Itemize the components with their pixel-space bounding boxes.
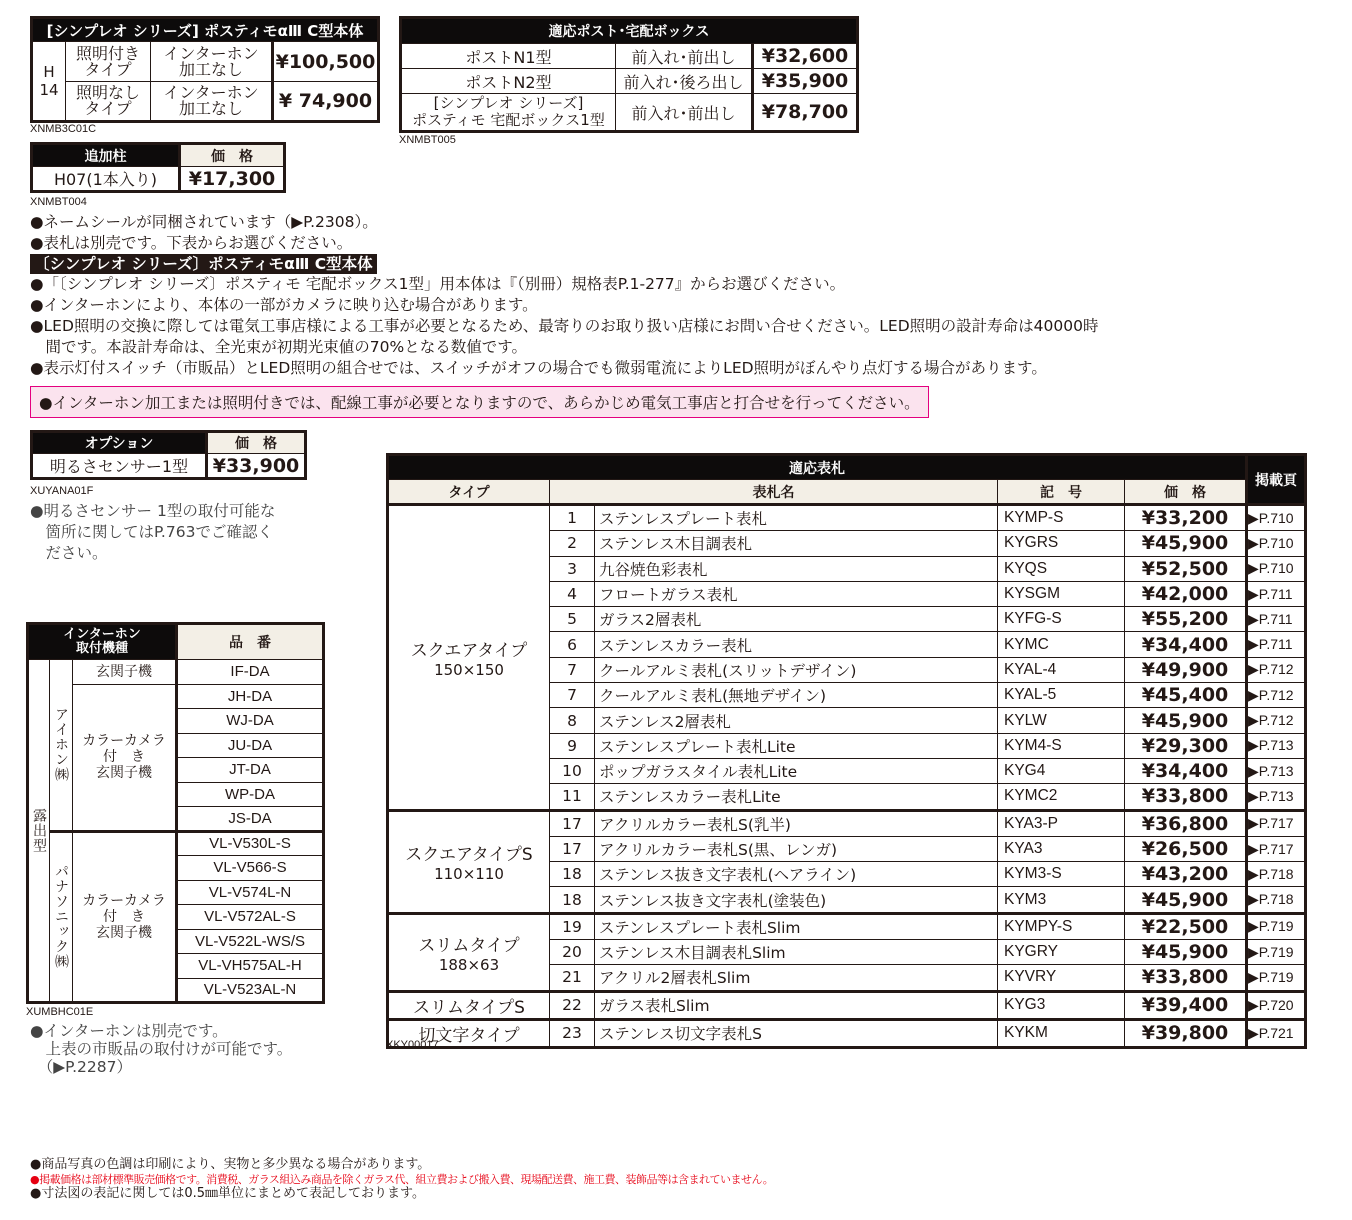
plate-name: ステンレスプレート表札 [595, 505, 998, 531]
page-number: P.711 [1258, 610, 1293, 627]
col-type: タイプ [388, 480, 550, 505]
intercom-table [26, 622, 325, 1004]
plate-code: KYMC [998, 632, 1125, 657]
plate-price: ¥55,200 [1125, 607, 1247, 632]
model-number: VL-V566-S [177, 856, 324, 881]
plate-table-title: 適応表札 [388, 455, 1247, 480]
note: ●インターホンにより、本体の一部がカメラに映り込む場合があります。 [30, 296, 538, 314]
type-name: 切文字タイプ [418, 1025, 520, 1046]
model-number: JH-DA [177, 684, 324, 709]
page-number: P.710 [1258, 534, 1294, 551]
pillar-price: ¥17,300 [180, 167, 285, 192]
table-row [388, 505, 1306, 531]
post-io: 前入れ･前出し [616, 94, 753, 132]
plate-name: アクリルカラー表札S(乳半) [595, 810, 998, 836]
post-name: ポストN1型 [401, 44, 616, 69]
type-cell: 照明付き タイプ [66, 42, 151, 82]
plate-number: 2 [550, 531, 595, 556]
page-header: 掲載頁 [1247, 455, 1306, 505]
plate-code: KYMP-S [998, 505, 1125, 531]
model-number: VL-V522L-WS/S [177, 929, 324, 954]
table-row [388, 810, 1306, 836]
page-ref [1247, 1019, 1306, 1047]
type-name: スリムタイプS [413, 997, 525, 1018]
plate-name: アクリルカラー表札S(黒、レンガ) [595, 836, 998, 861]
model-number: JT-DA [177, 758, 324, 783]
post-table [399, 16, 859, 133]
plate-price: ¥45,900 [1125, 887, 1247, 913]
type-cell [388, 810, 550, 913]
plate-name: クールアルミ表札(スリットデザイン) [595, 657, 998, 682]
plate-number: 4 [550, 581, 595, 606]
product-code: XNMB3C01C [30, 123, 97, 135]
triangle-right-icon: ▶ [1248, 560, 1259, 577]
type-size: 188×63 [438, 955, 500, 974]
plate-code: KYA3 [998, 836, 1125, 861]
table-row [388, 991, 1306, 1019]
triangle-right-icon: ▶ [1248, 1024, 1259, 1041]
page-number: P.713 [1258, 737, 1294, 754]
plate-price: ¥33,800 [1125, 965, 1247, 991]
type-cell: 照明なし タイプ [66, 82, 151, 122]
mount-type: 露出型 [28, 660, 50, 1003]
triangle-right-icon: ▶ [1248, 610, 1259, 627]
note: ●表示灯付スイッチ（市販品）とLED照明の組合せでは、スイッチがオフの場合でも微弱電流によりLED照明がぼんやり点灯する場合があります。 [30, 359, 1047, 377]
plate-price: ¥33,800 [1125, 784, 1247, 810]
plate-code: KYM3 [998, 887, 1125, 913]
plate-number: 9 [550, 733, 595, 758]
unit-kind: カラーカメラ 付 き 玄関子機 [73, 684, 177, 831]
plate-name: ステンレス2層表札 [595, 708, 998, 733]
page-ref [1247, 784, 1306, 810]
plate-name: フロートガラス表札 [595, 581, 998, 606]
price-cell: ¥100,500 [273, 42, 379, 82]
plate-number: 7 [550, 683, 595, 708]
note: 間です。本設計寿命は、全光束が初期光束値の70%となる数値です。 [30, 338, 527, 356]
plate-price: ¥45,400 [1125, 683, 1247, 708]
product-code: XNMBT005 [399, 134, 456, 146]
page-number: P.719 [1258, 968, 1294, 985]
plate-number: 11 [550, 784, 595, 810]
note: 上表の市販品の取付けが可能です。 [30, 1040, 293, 1058]
page-number: P.718 [1258, 865, 1294, 882]
plate-price: ¥45,900 [1125, 708, 1247, 733]
plate-number: 18 [550, 862, 595, 887]
section-bar: 〔シンプレオ シリーズ〕ポスティモαⅢ C型本体 [30, 254, 377, 274]
plate-price: ¥39,400 [1125, 991, 1247, 1019]
maker-name: アイホン㈱ [50, 660, 73, 832]
col-name: 表札名 [550, 480, 998, 505]
triangle-right-icon: ▶ [1248, 787, 1259, 804]
table-row [28, 660, 324, 685]
option-price: ¥33,900 [207, 454, 306, 479]
price-header: 価 格 [207, 432, 306, 454]
plate-code: KYLW [998, 708, 1125, 733]
option-header: オプション [32, 432, 207, 454]
plate-number: 20 [550, 940, 595, 965]
page-ref [1247, 683, 1306, 708]
plate-number: 21 [550, 965, 595, 991]
plate-number: 8 [550, 708, 595, 733]
plate-name: ステンレスプレート表札Lite [595, 733, 998, 758]
page-ref [1247, 810, 1306, 836]
plate-code: KYG3 [998, 991, 1125, 1019]
plate-name: ポップガラスタイル表札Lite [595, 758, 998, 783]
post-price: ¥35,900 [753, 69, 858, 94]
page-number: P.720 [1258, 996, 1294, 1013]
plate-price: ¥52,500 [1125, 556, 1247, 581]
page-number: P.721 [1258, 1024, 1294, 1041]
type-name: スクエアタイプS [405, 845, 533, 866]
col-code: 記 号 [998, 480, 1125, 505]
plate-name: ステンレス抜き文字表札(ヘアライン) [595, 862, 998, 887]
plate-name: ステンレス抜き文字表札(塗装色) [595, 887, 998, 913]
plate-price: ¥42,000 [1125, 581, 1247, 606]
note: ●インターホンは別売です。 [30, 1022, 228, 1040]
plate-code: KYMC2 [998, 784, 1125, 810]
plate-number: 5 [550, 607, 595, 632]
plate-code: KYA3-P [998, 810, 1125, 836]
page-number: P.713 [1258, 787, 1294, 804]
price-header: 価 格 [180, 144, 285, 167]
note: ●明るさセンサー 1型の取付可能な [30, 502, 276, 520]
triangle-right-icon: ▶ [1248, 891, 1259, 908]
plate-price: ¥49,900 [1125, 657, 1247, 682]
plate-price: ¥33,200 [1125, 505, 1247, 531]
triangle-right-icon: ▶ [1248, 737, 1259, 754]
plate-code: KYSGM [998, 581, 1125, 606]
type-size: 150×150 [434, 660, 504, 679]
page-number: P.710 [1258, 509, 1294, 526]
pillar-item: H07(1本入り) [32, 167, 180, 192]
footer-note: ●寸法図の表記に関しては0.5㎜単位にまとめて表記しております。 [30, 1186, 425, 1201]
triangle-right-icon: ▶ [1248, 636, 1259, 653]
page-ref [1247, 708, 1306, 733]
plate-price: ¥34,400 [1125, 632, 1247, 657]
page-ref [1247, 657, 1306, 682]
page-ref [1247, 581, 1306, 606]
page-ref [1247, 940, 1306, 965]
plate-name: クールアルミ表札(無地デザイン) [595, 683, 998, 708]
type-name: スクエアタイプ [410, 640, 528, 661]
product-code: XUYANA01F [30, 485, 94, 497]
col-price: 価 格 [1125, 480, 1247, 505]
page-ref [1247, 607, 1306, 632]
footer-note: ●商品写真の色調は印刷により、実物と多少異なる場合があります。 [30, 1157, 431, 1172]
warning-box: ●インターホン加工または照明付きでは、配線工事が必要となりますので、あらかじめ電気工事店と打合せを行ってください。 [30, 386, 929, 418]
plate-price: ¥22,500 [1125, 913, 1247, 939]
plate-code: KYG4 [998, 758, 1125, 783]
model-number: JU-DA [177, 733, 324, 758]
plate-code: KYMPY-S [998, 913, 1125, 939]
plate-number: 17 [550, 836, 595, 861]
pillar-header: 追加柱 [32, 144, 180, 167]
model-number: VL-V572AL-S [177, 905, 324, 930]
option-item: 明るさセンサー1型 [32, 454, 207, 479]
plate-table [386, 453, 1307, 1049]
post-price: ¥78,700 [753, 94, 858, 132]
plate-name: ステンレス木目調表札Slim [595, 940, 998, 965]
triangle-right-icon: ▶ [1248, 686, 1259, 703]
note: ●表札は別売です。下表からお選びください。 [30, 234, 353, 252]
note: ●「〔シンプレオ シリーズ〕ポスティモ 宅配ボックス1型」用本体は『（別冊）規格表P.1-277』からお選びください。 [30, 275, 846, 293]
page-number: P.712 [1258, 661, 1294, 678]
plate-name: ステンレス切文字表札S [595, 1019, 998, 1047]
product-code: XUMBHC01E [26, 1006, 94, 1018]
page-ref [1247, 758, 1306, 783]
model-number: VL-V530L-S [177, 831, 324, 856]
model-number: VL-VH575AL-H [177, 954, 324, 979]
type-cell [388, 991, 550, 1019]
post-name: ポストN2型 [401, 69, 616, 94]
plate-number: 1 [550, 505, 595, 531]
plate-name: ステンレスカラー表札 [595, 632, 998, 657]
page-number: P.718 [1258, 891, 1294, 908]
triangle-right-icon: ▶ [1248, 968, 1259, 985]
plate-code: KYAL-5 [998, 683, 1125, 708]
triangle-right-icon: ▶ [1248, 918, 1259, 935]
page-number: P.713 [1258, 762, 1294, 779]
plate-number: 19 [550, 913, 595, 939]
table-row [28, 831, 324, 856]
option-notes [30, 501, 275, 564]
plate-name: 九谷焼色彩表札 [595, 556, 998, 581]
footer-notes [30, 1158, 773, 1202]
page-number: P.717 [1258, 840, 1294, 857]
plate-number: 17 [550, 810, 595, 836]
page-number: P.712 [1258, 686, 1294, 703]
plate-code: KYGRS [998, 531, 1125, 556]
plate-price: ¥45,900 [1125, 531, 1247, 556]
page-number: P.717 [1258, 815, 1294, 832]
page-number: P.711 [1258, 636, 1293, 653]
post-price: ¥32,600 [753, 44, 858, 69]
plate-number: 7 [550, 657, 595, 682]
model-number: VL-V574L-N [177, 880, 324, 905]
note: ●LED照明の交換に際しては電気工事店様による工事が必要となるため、最寄りのお取り扱い店様にお問い合せください。LED照明の設計寿命は40000時 [30, 317, 1099, 335]
plate-number: 3 [550, 556, 595, 581]
plate-name: ガラス表札Slim [595, 991, 998, 1019]
plate-price: ¥36,800 [1125, 810, 1247, 836]
page-ref [1247, 887, 1306, 913]
model-number: VL-V523AL-N [177, 978, 324, 1003]
type-name: スリムタイプ [418, 935, 520, 956]
page-ref [1247, 913, 1306, 939]
model-number: JS-DA [177, 807, 324, 832]
plate-name: アクリル2層表札Slim [595, 965, 998, 991]
page-number: P.711 [1258, 585, 1293, 602]
table-row [388, 913, 1306, 939]
plate-name: ステンレス木目調表札 [595, 531, 998, 556]
note: ●ネームシールが同梱されています（▶P.2308）。 [30, 213, 378, 231]
price-cell: ¥ 74,900 [273, 82, 379, 122]
post-io: 前入れ･後ろ出し [616, 69, 753, 94]
note: 箇所に関してはP.763でご確認く [30, 523, 273, 541]
plate-price: ¥29,300 [1125, 733, 1247, 758]
footer-note-price: ●掲載価格は部材標準販売価格です。消費税、ガラス組込み商品を除くガラス代、組立費および搬入費、現場配送費、施工費、装飾品等は含まれていません。 [30, 1172, 774, 1186]
triangle-right-icon: ▶ [1248, 840, 1259, 857]
intercom-cell: インターホン 加工なし [151, 42, 273, 82]
table-row [388, 1019, 1306, 1047]
page-number: P.712 [1258, 712, 1294, 729]
body-price-table [30, 16, 380, 123]
page-ref [1247, 862, 1306, 887]
page-number: P.719 [1258, 918, 1294, 935]
plate-code: KYM3-S [998, 862, 1125, 887]
plate-price: ¥39,800 [1125, 1019, 1247, 1047]
product-code: XKY00017 [386, 1039, 439, 1051]
plate-number: 18 [550, 887, 595, 913]
plate-price: ¥26,500 [1125, 836, 1247, 861]
note: （▶P.2287） [30, 1058, 132, 1076]
page-ref [1247, 733, 1306, 758]
body-table-title: [シンプレオ シリーズ] ポスティモαⅢ C型本体 [32, 18, 379, 42]
plate-number: 22 [550, 991, 595, 1019]
page-ref [1247, 836, 1306, 861]
triangle-right-icon: ▶ [1248, 996, 1259, 1013]
note: ださい。 [30, 544, 108, 562]
plate-code: KYKM [998, 1019, 1125, 1047]
type-cell [388, 505, 550, 811]
plate-name: ステンレスカラー表札Lite [595, 784, 998, 810]
triangle-right-icon: ▶ [1248, 943, 1259, 960]
triangle-right-icon: ▶ [1248, 534, 1259, 551]
table-row [28, 684, 324, 709]
post-io: 前入れ･前出し [616, 44, 753, 69]
model-header: 品 番 [177, 624, 324, 660]
plate-code: KYVRY [998, 965, 1125, 991]
post-table-title: 適応ポスト･宅配ボックス [401, 18, 858, 44]
page-ref [1247, 556, 1306, 581]
plate-code: KYAL-4 [998, 657, 1125, 682]
plate-name: ガラス2層表札 [595, 607, 998, 632]
product-code: XNMBT004 [30, 196, 87, 208]
plate-code: KYM4-S [998, 733, 1125, 758]
plate-price: ¥45,900 [1125, 940, 1247, 965]
intercom-header: インターホン 取付機種 [28, 624, 177, 660]
triangle-right-icon: ▶ [1248, 585, 1259, 602]
maker-name: パナソニック㈱ [50, 831, 73, 1003]
height-label: H 14 [32, 42, 66, 122]
plate-code: KYFG-S [998, 607, 1125, 632]
option-table [30, 430, 307, 480]
unit-kind: 玄関子機 [73, 660, 177, 685]
page-ref [1247, 632, 1306, 657]
type-size: 110×110 [434, 865, 504, 884]
plate-number: 23 [550, 1019, 595, 1047]
plate-number: 10 [550, 758, 595, 783]
notes-1 [30, 212, 1098, 379]
page-number: P.719 [1258, 943, 1294, 960]
plate-code: KYQS [998, 556, 1125, 581]
type-cell [388, 913, 550, 991]
model-number: WP-DA [177, 782, 324, 807]
intercom-notes [30, 1022, 292, 1076]
unit-kind: カラーカメラ 付 き 玄関子機 [73, 831, 177, 1003]
plate-number: 6 [550, 632, 595, 657]
page-ref [1247, 965, 1306, 991]
model-number: IF-DA [177, 660, 324, 685]
pillar-table [30, 142, 286, 193]
intercom-cell: インターホン 加工なし [151, 82, 273, 122]
plate-code: KYGRY [998, 940, 1125, 965]
page-ref [1247, 531, 1306, 556]
triangle-right-icon: ▶ [1248, 509, 1259, 526]
plate-price: ¥34,400 [1125, 758, 1247, 783]
triangle-right-icon: ▶ [1248, 762, 1259, 779]
page-ref [1247, 505, 1306, 531]
page-number: P.710 [1258, 560, 1294, 577]
post-name: [シンプレオ シリーズ] ポスティモ 宅配ボックス1型 [401, 94, 616, 132]
plate-price: ¥43,200 [1125, 862, 1247, 887]
triangle-right-icon: ▶ [1248, 712, 1259, 729]
page-ref [1247, 991, 1306, 1019]
triangle-right-icon: ▶ [1248, 661, 1259, 678]
triangle-right-icon: ▶ [1248, 815, 1259, 832]
triangle-right-icon: ▶ [1248, 865, 1259, 882]
plate-name: ステンレスプレート表札Slim [595, 913, 998, 939]
model-number: WJ-DA [177, 709, 324, 734]
